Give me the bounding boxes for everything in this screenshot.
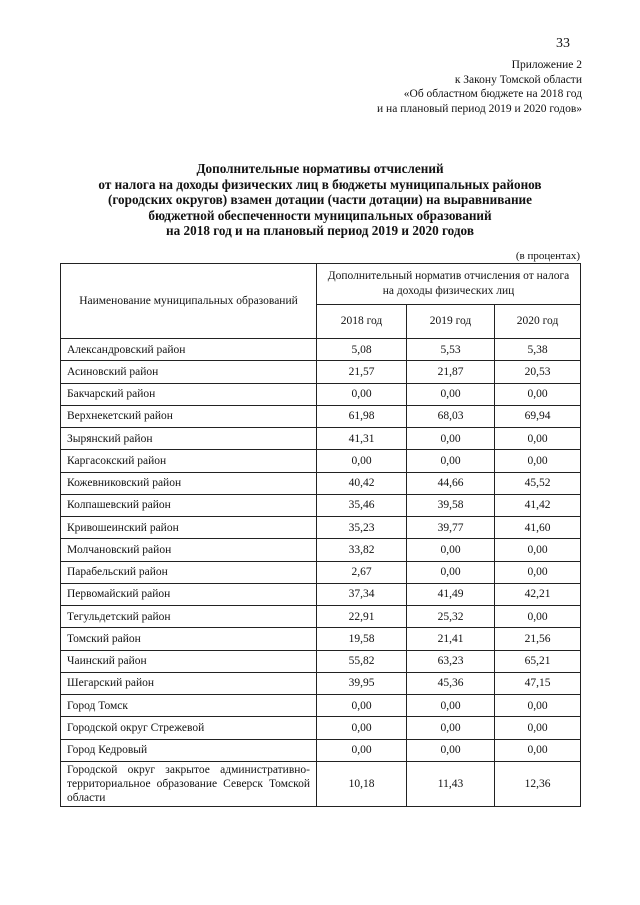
table-row — [61, 672, 581, 694]
table-row — [61, 695, 581, 717]
table-row — [61, 761, 581, 806]
header-name: Наименование муниципальных образований — [61, 264, 317, 339]
norm-value-2019: 63,23 — [407, 650, 495, 672]
norm-value-2020: 45,52 — [495, 472, 581, 494]
norm-value-2019: 39,77 — [407, 517, 495, 539]
norm-value-2018: 5,08 — [317, 339, 407, 361]
norm-value-2019: 41,49 — [407, 583, 495, 605]
municipality-name: Бакчарский район — [61, 383, 317, 405]
table-row — [61, 583, 581, 605]
norm-value-2020: 0,00 — [495, 739, 581, 761]
table-row — [61, 472, 581, 494]
norm-value-2019: 0,00 — [407, 739, 495, 761]
norm-value-2019: 0,00 — [407, 539, 495, 561]
municipality-name: Молчановский район — [61, 539, 317, 561]
norm-value-2019: 0,00 — [407, 561, 495, 583]
table-row — [61, 717, 581, 739]
norm-value-2020: 0,00 — [495, 561, 581, 583]
norm-value-2018: 19,58 — [317, 628, 407, 650]
table-row — [61, 494, 581, 516]
norm-value-2019: 21,41 — [407, 628, 495, 650]
municipality-name: Первомайский район — [61, 583, 317, 605]
norm-value-2018: 0,00 — [317, 383, 407, 405]
norm-value-2019: 11,43 — [407, 761, 495, 806]
norm-value-2020: 12,36 — [495, 761, 581, 806]
norm-value-2018: 0,00 — [317, 739, 407, 761]
norm-value-2019: 21,87 — [407, 361, 495, 383]
appendix-line: и на плановый период 2019 и 2020 годов» — [377, 102, 582, 115]
norm-value-2020: 0,00 — [495, 539, 581, 561]
municipality-name: Город Томск — [61, 695, 317, 717]
norm-value-2018: 10,18 — [317, 761, 407, 806]
municipality-name: Чаинский район — [61, 650, 317, 672]
norm-value-2020: 0,00 — [495, 606, 581, 628]
norm-value-2019: 0,00 — [407, 450, 495, 472]
norm-value-2019: 44,66 — [407, 472, 495, 494]
table-row — [61, 561, 581, 583]
table-row — [61, 428, 581, 450]
municipality-name: Зырянский район — [61, 428, 317, 450]
table-row — [61, 405, 581, 427]
norm-value-2019: 45,36 — [407, 672, 495, 694]
norm-value-2019: 0,00 — [407, 383, 495, 405]
municipality-name: Александровский район — [61, 339, 317, 361]
page-number: 33 — [556, 36, 570, 51]
norm-value-2019: 68,03 — [407, 405, 495, 427]
title-line: на 2018 год и на плановый период 2019 и 2020 годов — [166, 223, 474, 239]
municipality-name: Асиновский район — [61, 361, 317, 383]
norms-table — [60, 263, 581, 807]
appendix-line: Приложение 2 — [511, 59, 582, 71]
header-group: Дополнительный норматив отчисления от налога на доходы физических лиц — [317, 264, 581, 305]
municipality-name: Город Кедровый — [61, 739, 317, 761]
municipality-name: Кривошеинский район — [61, 517, 317, 539]
header-year-2020: 2020 год — [495, 305, 581, 339]
title-line: (городских округов) взамен дотации (части дотации) на выравнивание — [107, 192, 533, 208]
municipality-name: Парабельский район — [61, 561, 317, 583]
table-body — [61, 339, 581, 807]
norm-value-2020: 5,38 — [495, 339, 581, 361]
norm-value-2018: 33,82 — [317, 539, 407, 561]
norm-value-2020: 0,00 — [495, 450, 581, 472]
norm-value-2020: 0,00 — [495, 383, 581, 405]
norm-value-2018: 0,00 — [317, 450, 407, 472]
norm-value-2019: 0,00 — [407, 695, 495, 717]
norm-value-2018: 0,00 — [317, 717, 407, 739]
norm-value-2018: 0,00 — [317, 695, 407, 717]
table-row — [61, 361, 581, 383]
table-header-row — [61, 264, 581, 305]
norm-value-2019: 0,00 — [407, 717, 495, 739]
municipality-name: Каргасокский район — [61, 450, 317, 472]
municipality-name: Кожевниковский район — [61, 472, 317, 494]
norm-value-2018: 39,95 — [317, 672, 407, 694]
norm-value-2019: 39,58 — [407, 494, 495, 516]
units-note: (в процентах) — [515, 250, 580, 262]
municipality-name: Колпашевский район — [61, 494, 317, 516]
table-row — [61, 650, 581, 672]
table-row — [61, 606, 581, 628]
appendix-reference — [377, 58, 582, 116]
header-year-2019: 2019 год — [407, 305, 495, 339]
norm-value-2020: 0,00 — [495, 717, 581, 739]
table-row — [61, 450, 581, 472]
municipality-name: Городской округ Стрежевой — [61, 717, 317, 739]
table-row — [61, 539, 581, 561]
appendix-line: к Закону Томской области — [454, 73, 582, 86]
appendix-line: «Об областном бюджете на 2018 год — [403, 88, 582, 100]
norm-value-2018: 61,98 — [317, 405, 407, 427]
norm-value-2019: 5,53 — [407, 339, 495, 361]
municipality-name: Тегульдетский район — [61, 606, 317, 628]
municipality-name: Шегарский район — [61, 672, 317, 694]
norm-value-2020: 20,53 — [495, 361, 581, 383]
municipality-name: Томский район — [61, 628, 317, 650]
norm-value-2018: 40,42 — [317, 472, 407, 494]
table-row — [61, 628, 581, 650]
norm-value-2020: 69,94 — [495, 405, 581, 427]
norm-value-2020: 41,42 — [495, 494, 581, 516]
norm-value-2018: 35,23 — [317, 517, 407, 539]
norm-value-2019: 25,32 — [407, 606, 495, 628]
table-row — [61, 517, 581, 539]
norm-value-2020: 47,15 — [495, 672, 581, 694]
norm-value-2020: 21,56 — [495, 628, 581, 650]
table-row — [61, 739, 581, 761]
norm-value-2020: 65,21 — [495, 650, 581, 672]
table-row — [61, 383, 581, 405]
norm-value-2018: 41,31 — [317, 428, 407, 450]
table-row — [61, 339, 581, 361]
norm-value-2019: 0,00 — [407, 428, 495, 450]
norm-value-2020: 41,60 — [495, 517, 581, 539]
municipality-name: Верхнекетский район — [61, 405, 317, 427]
norm-value-2020: 0,00 — [495, 428, 581, 450]
header-year-2018: 2018 год — [317, 305, 407, 339]
norm-value-2018: 21,57 — [317, 361, 407, 383]
norm-value-2018: 55,82 — [317, 650, 407, 672]
municipality-name: Городской округ закрытое административно-территориальное образование Северск Томской области — [61, 761, 317, 806]
title-line: бюджетной обеспеченности муниципальных образований — [148, 207, 492, 223]
norm-value-2018: 37,34 — [317, 583, 407, 605]
document-title — [60, 161, 580, 239]
norm-value-2018: 2,67 — [317, 561, 407, 583]
title-line: Дополнительные нормативы отчислений — [196, 161, 444, 176]
norm-value-2020: 0,00 — [495, 695, 581, 717]
norm-value-2018: 35,46 — [317, 494, 407, 516]
norm-value-2020: 42,21 — [495, 583, 581, 605]
norm-value-2018: 22,91 — [317, 606, 407, 628]
title-line: от налога на доходы физических лиц в бюджеты муниципальных районов — [98, 176, 542, 192]
